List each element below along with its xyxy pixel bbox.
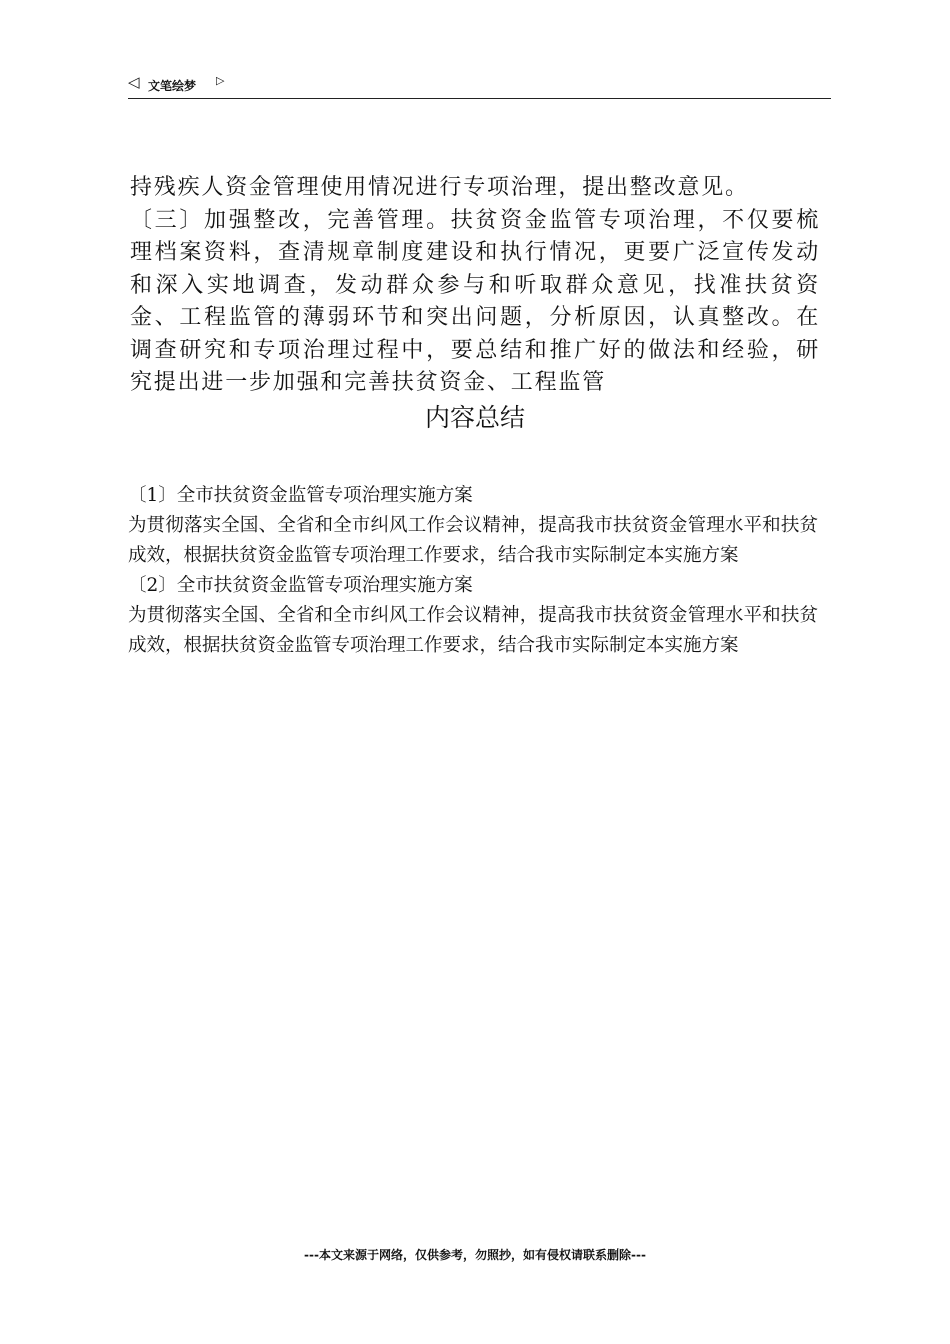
summary-item-text: 为贯彻落实全国、全省和全市纠风工作会议精神，提高我市扶贫资金管理水平和扶贫成效，根据扶贫资金监管专项治理工作要求，结合我市实际制定本实施方案 xyxy=(128,515,818,566)
body-paragraph: 持残疾人资金管理使用情况进行专项治理，提出整改意见。 xyxy=(130,175,749,200)
header-brand: 文笔绘梦 xyxy=(148,79,197,93)
body-paragraph: 〔三〕加强整改，完善管理。扶贫资金监管专项治理，不仅要梳理档案资料，查清规章制度建设和执行情况，更要广泛宣传发动和深入实地调查，发动群众参与和听取群众意见，找准扶贫资金、工程监管的薄弱环节和突出问题，分析原因，认真整改。在调查研究和专项治理过程中，要总结和推广好的做法和经验，研究提出进一步加强和完善扶贫资金、工程监管 xyxy=(130,207,820,395)
summary-section xyxy=(128,481,818,661)
summary-item-heading: 〔2〕全市扶贫资金监管专项治理实施方案 xyxy=(128,575,473,596)
summary-item-heading: 〔1〕全市扶贫资金监管专项治理实施方案 xyxy=(128,485,473,506)
footer-disclaimer: ---本文来源于网络，仅供参考，勿照抄，如有侵权请联系删除--- xyxy=(304,1248,646,1262)
triangle-right-icon: ▷ xyxy=(216,74,225,87)
page-header xyxy=(128,72,831,99)
summary-item-text: 为贯彻落实全国、全省和全市纠风工作会议精神，提高我市扶贫资金管理水平和扶贫成效，根据扶贫资金监管专项治理工作要求，结合我市实际制定本实施方案 xyxy=(128,605,818,656)
body-text xyxy=(130,172,820,400)
triangle-left-icon: ◁ xyxy=(128,73,140,91)
summary-title: 内容总结 xyxy=(424,403,525,432)
